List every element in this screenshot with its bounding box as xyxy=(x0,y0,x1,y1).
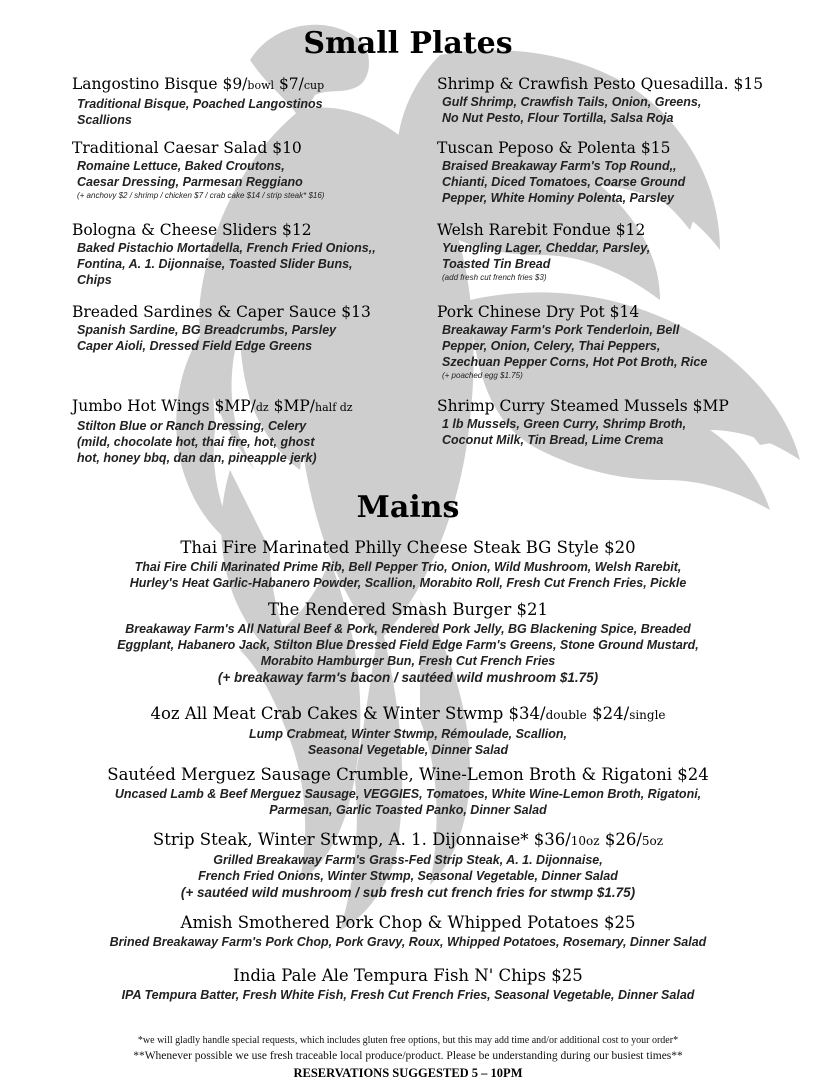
item-description: French Fried Onions, Winter Stwmp, Seasonal Vegetable, Dinner Salad xyxy=(198,869,618,883)
item-note: (add fresh cut french fries $3) xyxy=(442,273,547,282)
item-name: Sautéed Merguez Sausage Crumble, Wine-Lemon Broth & Rigatoni $24 xyxy=(107,765,709,784)
item-description: Pepper, White Hominy Polenta, Parsley xyxy=(442,191,675,205)
menu-item xyxy=(72,138,324,201)
mains-title: Mains xyxy=(356,490,460,525)
item-description: Chips xyxy=(77,273,112,287)
item-name: Traditional Caesar Salad $10 xyxy=(72,139,302,157)
item-description: Hurley's Heat Garlic-Habanero Powder, Scallion, Morabito Roll, Fresh Cut French Fries, Pickle xyxy=(129,576,687,590)
menu-item xyxy=(72,220,376,288)
menu-item xyxy=(0,829,816,902)
item-name: Bologna & Cheese Sliders $12 xyxy=(72,221,312,239)
special-requests-note: *we will gladly handle special requests, which includes gluten free options, but this may add time and/or additional cost to your order* xyxy=(137,1035,679,1046)
item-note: (+ anchovy $2 / shrimp / chicken $7 / crab cake $14 / strip steak* $16) xyxy=(77,191,325,200)
item-name: Welsh Rarebit Fondue $12 xyxy=(437,221,646,239)
item-name: Shrimp Curry Steamed Mussels $MP xyxy=(437,397,729,415)
local-produce-note: **Whenever possible we use fresh traceable local produce/product. Please be understanding during our busiest times** xyxy=(133,1050,683,1062)
item-name: Thai Fire Marinated Philly Cheese Steak BG Style $20 xyxy=(180,538,636,557)
item-description: Seasonal Vegetable, Dinner Salad xyxy=(307,743,509,757)
menu-item xyxy=(0,703,816,758)
item-description: Caesar Dressing, Parmesan Reggiano xyxy=(77,175,303,189)
menu-item xyxy=(437,220,650,283)
menu-item xyxy=(0,764,816,818)
item-description: Stilton Blue or Ranch Dressing, Celery xyxy=(77,419,307,433)
item-addon: (+ sautéed wild mushroom / sub fresh cut french fries for stwmp $1.75) xyxy=(180,885,636,900)
item-description: Traditional Bisque, Poached Langostinos xyxy=(77,97,323,111)
item-name: Langostino Bisque $9/bowl $7/cup xyxy=(72,75,325,93)
menu-item xyxy=(437,302,707,381)
item-description: No Nut Pesto, Flour Tortilla, Salsa Roja xyxy=(442,111,674,125)
item-description: Braised Breakaway Farm's Top Round,, xyxy=(442,159,677,173)
menu-item xyxy=(437,396,729,448)
item-description: Caper Aioli, Dressed Field Edge Greens xyxy=(77,339,313,353)
item-description: Fontina, A. 1. Dijonnaise, Toasted Slider Buns, xyxy=(77,257,353,271)
item-name: Breaded Sardines & Caper Sauce $13 xyxy=(72,303,371,321)
menu-item xyxy=(0,599,816,687)
item-description: Chianti, Diced Tomatoes, Coarse Ground xyxy=(442,175,686,189)
menu-footer xyxy=(0,1034,816,1082)
item-description: Gulf Shrimp, Crawfish Tails, Onion, Greens, xyxy=(442,95,702,109)
menu-item xyxy=(0,912,816,950)
menu-item xyxy=(72,74,324,128)
item-description: (mild, chocolate hot, thai fire, hot, ghost xyxy=(77,435,315,449)
item-description: Scallions xyxy=(77,113,132,127)
item-description: Uncased Lamb & Beef Merguez Sausage, VEGGIES, Tomatoes, White Wine-Lemon Broth, Rigatoni, xyxy=(114,787,702,801)
item-description: Lump Crabmeat, Winter Stwmp, Rémoulade, Scallion, xyxy=(249,727,567,741)
item-description: Grilled Breakaway Farm's Grass-Fed Strip Steak, A. 1. Dijonnaise, xyxy=(213,853,603,867)
item-description: Morabito Hamburger Bun, Fresh Cut French Fries xyxy=(260,654,556,668)
item-description: Szechuan Pepper Corns, Hot Pot Broth, Rice xyxy=(442,355,708,369)
item-description: Pepper, Onion, Celery, Thai Peppers, xyxy=(442,339,661,353)
item-addon: (+ breakaway farm's bacon / sautéed wild mushroom $1.75) xyxy=(217,670,599,685)
item-name: India Pale Ale Tempura Fish N' Chips $25 xyxy=(233,966,583,985)
item-name: 4oz All Meat Crab Cakes & Winter Stwmp $34/double $24/single xyxy=(150,704,666,723)
item-description: Eggplant, Habanero Jack, Stilton Blue Dressed Field Edge Farm's Greens, Stone Ground Mustard, xyxy=(117,638,699,652)
item-description: Toasted Tin Bread xyxy=(442,257,551,271)
menu-item xyxy=(72,302,371,354)
item-name: Jumbo Hot Wings $MP/dz $MP/half dz xyxy=(72,397,353,415)
item-name: The Rendered Smash Burger $21 xyxy=(268,600,548,619)
item-description: Baked Pistachio Mortadella, French Fried Onions,, xyxy=(77,241,376,255)
item-description: Parmesan, Garlic Toasted Panko, Dinner Salad xyxy=(269,803,547,817)
item-description: hot, honey bbq, dan dan, pineapple jerk) xyxy=(77,451,317,465)
item-description: Thai Fire Chili Marinated Prime Rib, Bell Pepper Trio, Onion, Wild Mushroom, Welsh Rarebit, xyxy=(134,560,682,574)
menu-item xyxy=(437,74,763,126)
item-description: Romaine Lettuce, Baked Croutons, xyxy=(77,159,285,173)
menu-item xyxy=(437,138,685,206)
menu-item xyxy=(0,537,816,591)
item-name: Strip Steak, Winter Stwmp, A. 1. Dijonnaise* $36/10oz $26/5oz xyxy=(152,830,664,849)
item-description: IPA Tempura Batter, Fresh White Fish, Fresh Cut French Fries, Seasonal Vegetable, Dinner Salad xyxy=(121,988,695,1002)
menu-item xyxy=(72,396,353,466)
item-description: Breakaway Farm's All Natural Beef & Pork, Rendered Pork Jelly, BG Blackening Spice, Breaded xyxy=(125,622,691,636)
menu-item xyxy=(0,965,816,1003)
item-note: (+ poached egg $1.75) xyxy=(442,371,523,380)
small-plates-title: Small Plates xyxy=(303,26,513,61)
item-name: Pork Chinese Dry Pot $14 xyxy=(437,303,640,321)
item-description: Yuengling Lager, Cheddar, Parsley, xyxy=(442,241,651,255)
reservations-note: RESERVATIONS SUGGESTED 5 – 10PM xyxy=(293,1066,523,1080)
item-description: Brined Breakaway Farm's Pork Chop, Pork Gravy, Roux, Whipped Potatoes, Rosemary, Dinner Salad xyxy=(109,935,707,949)
item-name: Shrimp & Crawfish Pesto Quesadilla. $15 xyxy=(437,75,764,93)
item-description: Coconut Milk, Tin Bread, Lime Crema xyxy=(442,433,664,447)
item-description: Spanish Sardine, BG Breadcrumbs, Parsley xyxy=(77,323,337,337)
item-description: Breakaway Farm's Pork Tenderloin, Bell xyxy=(442,323,680,337)
item-description: 1 lb Mussels, Green Curry, Shrimp Broth, xyxy=(442,417,687,431)
item-name: Tuscan Peposo & Polenta $15 xyxy=(437,139,671,157)
item-name: Amish Smothered Pork Chop & Whipped Potatoes $25 xyxy=(180,913,636,932)
